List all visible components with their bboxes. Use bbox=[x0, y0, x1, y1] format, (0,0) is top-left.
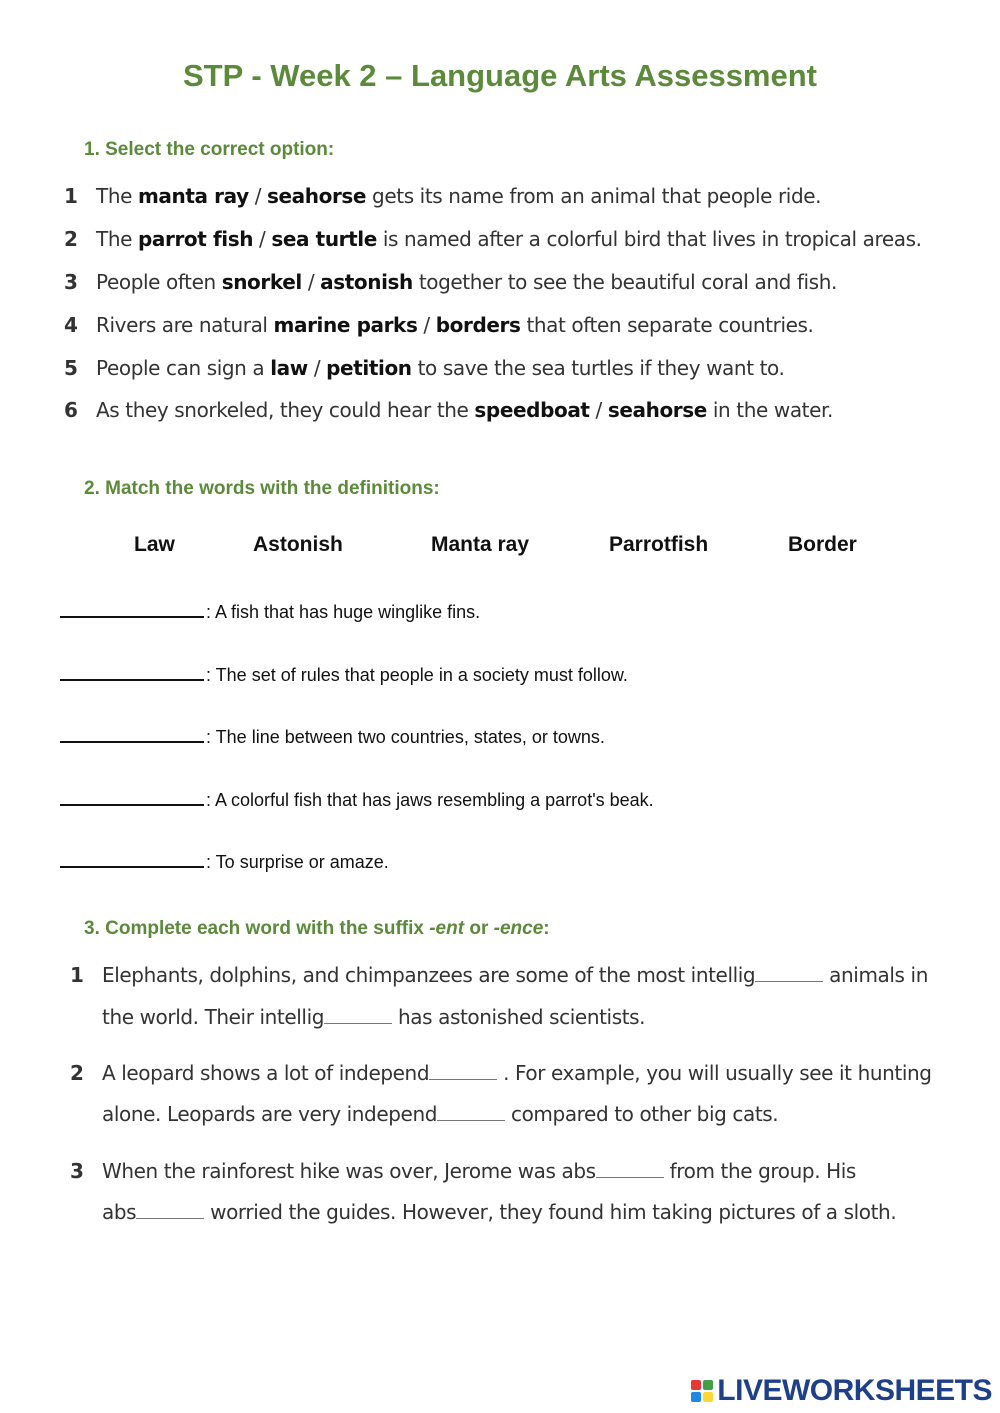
option-separator: / bbox=[417, 313, 436, 337]
logo-text: LIVEWORKSHEETS bbox=[717, 1374, 992, 1407]
suffix-ence: -ence bbox=[493, 918, 544, 939]
suffix-blank[interactable] bbox=[324, 1005, 392, 1024]
answer-blank[interactable] bbox=[60, 661, 204, 681]
suffix-blank[interactable] bbox=[136, 1200, 204, 1219]
definition-text: : A colorful fish that has jaws resembling a parrot's beak. bbox=[206, 790, 654, 810]
option-b[interactable]: petition bbox=[326, 356, 412, 380]
item-number: 1 bbox=[70, 963, 84, 987]
answer-blank[interactable] bbox=[60, 598, 204, 618]
logo-square bbox=[703, 1392, 713, 1402]
option-b[interactable]: astonish bbox=[320, 270, 413, 294]
question-1 bbox=[64, 184, 821, 208]
option-separator: / bbox=[307, 356, 327, 380]
question-text: The bbox=[96, 227, 138, 251]
item-text: When the rainforest hike was over, Jerome was abs bbox=[102, 1159, 596, 1183]
definition-row bbox=[60, 786, 654, 811]
section3-heading-text: or bbox=[464, 918, 494, 939]
question-number: 6 bbox=[64, 398, 78, 422]
item-text: alone. Leopards are very independ bbox=[102, 1102, 438, 1126]
answer-blank[interactable] bbox=[60, 786, 204, 806]
option-a[interactable]: parrot fish bbox=[137, 227, 254, 251]
question-number: 4 bbox=[64, 313, 78, 337]
definition-text: : The line between two countries, states, or towns. bbox=[206, 727, 605, 747]
question-5 bbox=[64, 356, 784, 380]
section3-heading-text: 3. Complete each word with the suffix bbox=[84, 918, 430, 939]
suffix-blank[interactable] bbox=[596, 1159, 664, 1178]
question-text: People often bbox=[96, 270, 222, 294]
item-text: . For example, you will usually see it hunting bbox=[497, 1061, 932, 1085]
question-6 bbox=[64, 398, 833, 422]
section3-heading bbox=[84, 918, 550, 940]
suffix-ent: -ent bbox=[429, 918, 465, 939]
definition-row bbox=[60, 661, 628, 686]
option-b[interactable]: seahorse bbox=[267, 184, 367, 208]
logo-square bbox=[691, 1392, 701, 1402]
suffix-blank[interactable] bbox=[755, 963, 823, 982]
question-text: As they snorkeled, they could hear the bbox=[96, 398, 475, 422]
item-number: 3 bbox=[70, 1159, 84, 1183]
item-text: Elephants, dolphins, and chimpanzees are some of the most intellig bbox=[102, 963, 756, 987]
item-text: animals in bbox=[823, 963, 928, 987]
logo-square bbox=[691, 1380, 701, 1390]
suffix-blank[interactable] bbox=[429, 1061, 497, 1080]
section2-heading: 2. Match the words with the definitions: bbox=[84, 478, 440, 499]
item-text: compared to other big cats. bbox=[505, 1102, 779, 1126]
word-bank-item[interactable]: Parrotfish bbox=[609, 533, 709, 556]
item-text: A leopard shows a lot of independ bbox=[102, 1061, 430, 1085]
question-3 bbox=[64, 270, 837, 294]
logo-square bbox=[703, 1380, 713, 1390]
section3-heading-text: : bbox=[543, 918, 550, 939]
definition-row bbox=[60, 848, 389, 873]
answer-blank[interactable] bbox=[60, 723, 204, 743]
question-text: that often separate countries. bbox=[520, 313, 814, 337]
question-number: 2 bbox=[64, 227, 78, 251]
option-b[interactable]: seahorse bbox=[607, 398, 707, 422]
question-text: to save the sea turtles if they want to. bbox=[411, 356, 785, 380]
question-number: 1 bbox=[64, 184, 78, 208]
word-bank-item[interactable]: Border bbox=[788, 533, 857, 556]
definition-text: : A fish that has huge winglike fins. bbox=[206, 602, 481, 622]
option-a[interactable]: marine parks bbox=[273, 313, 418, 337]
suffix-blank[interactable] bbox=[437, 1102, 505, 1121]
item-text: from the group. His bbox=[663, 1159, 856, 1183]
option-b[interactable]: sea turtle bbox=[271, 227, 377, 251]
option-separator: / bbox=[589, 398, 608, 422]
option-separator: / bbox=[253, 227, 272, 251]
section1-heading: 1. Select the correct option: bbox=[84, 139, 335, 160]
word-bank-item[interactable]: Manta ray bbox=[431, 533, 530, 556]
answer-blank[interactable] bbox=[60, 848, 204, 868]
question-text: together to see the beautiful coral and fish. bbox=[412, 270, 837, 294]
option-a[interactable]: speedboat bbox=[474, 398, 590, 422]
option-b[interactable]: borders bbox=[435, 313, 521, 337]
liveworksheets-logo bbox=[691, 1376, 992, 1406]
question-number: 5 bbox=[64, 356, 78, 380]
suffix-item-2-line-1 bbox=[70, 1061, 932, 1085]
question-text: in the water. bbox=[706, 398, 833, 422]
item-text: has astonished scientists. bbox=[392, 1005, 646, 1029]
question-text: Rivers are natural bbox=[96, 313, 274, 337]
suffix-item-2-line-2 bbox=[70, 1102, 778, 1126]
definition-text: : To surprise or amaze. bbox=[206, 852, 389, 872]
definition-text: : The set of rules that people in a society must follow. bbox=[206, 665, 628, 685]
definition-row bbox=[60, 598, 480, 623]
item-number: 2 bbox=[70, 1061, 84, 1085]
option-a[interactable]: manta ray bbox=[137, 184, 249, 208]
suffix-item-1-line-2 bbox=[70, 1005, 645, 1029]
suffix-item-1-line-1 bbox=[70, 963, 928, 987]
item-text: worried the guides. However, they found him taking pictures of a sloth. bbox=[204, 1200, 897, 1224]
question-text: People can sign a bbox=[96, 356, 271, 380]
option-a[interactable]: law bbox=[270, 356, 308, 380]
item-text: abs bbox=[102, 1200, 137, 1224]
suffix-item-3-line-1 bbox=[70, 1159, 856, 1183]
question-4 bbox=[64, 313, 813, 337]
option-separator: / bbox=[301, 270, 321, 294]
question-text: The bbox=[96, 184, 138, 208]
suffix-item-3-line-2 bbox=[70, 1200, 896, 1224]
option-separator: / bbox=[248, 184, 268, 208]
question-text: is named after a colorful bird that lives in tropical areas. bbox=[376, 227, 922, 251]
item-text: the world. Their intellig bbox=[102, 1005, 325, 1029]
word-bank-item[interactable]: Astonish bbox=[253, 533, 343, 556]
question-number: 3 bbox=[64, 270, 78, 294]
question-text: gets its name from an animal that people ride. bbox=[366, 184, 822, 208]
logo-mark-icon bbox=[691, 1380, 713, 1402]
definition-row bbox=[60, 723, 605, 748]
option-a[interactable]: snorkel bbox=[221, 270, 302, 294]
page-title: STP - Week 2 – Language Arts Assessment bbox=[182, 58, 818, 93]
question-2 bbox=[64, 227, 922, 251]
word-bank-item[interactable]: Law bbox=[134, 533, 175, 556]
